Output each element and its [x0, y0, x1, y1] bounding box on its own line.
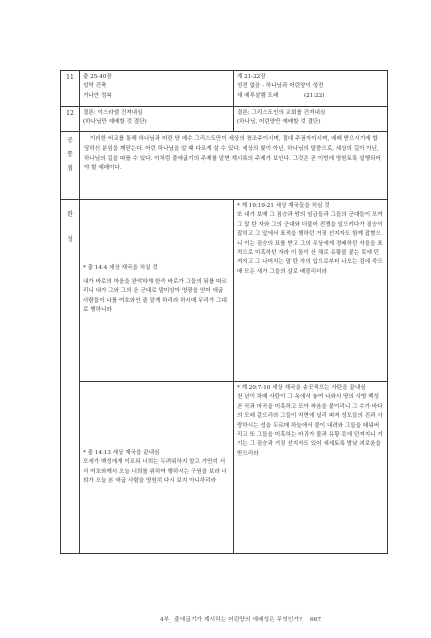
table-row — [61, 132, 388, 200]
cell-line: 거나안 정복 — [83, 92, 112, 99]
row-number: 12 — [61, 107, 80, 132]
cell-line: (하나님만 예배할 것 결단) — [83, 119, 147, 126]
exodus-cell: * 출 14:13 세상 재국을 끝내심 모세가 백성에게 이르되 너희는 두려워하지 말고 가만히 서서 여호와께서 오늘 너희를 위하여 행하시는 구원을 보라 너희가 오늘 본 애굽 사람을 영원히 다시 보지 아니하리라 — [80, 382, 234, 554]
cell-line: 계 21-22장 — [237, 74, 266, 80]
exodus-cell — [80, 71, 234, 107]
cell-line: 성막 건축 — [83, 83, 107, 90]
verse-reference: (21:22) — [303, 92, 325, 99]
table-row — [61, 107, 388, 132]
cell-text: 새 예루살렘 도래 — [237, 92, 279, 99]
cell-line: 출 25-40장 — [83, 74, 112, 80]
row-number: 11 — [61, 71, 80, 107]
exodus-cell: * 출 14:4 세상 재국을 처실 것 내가 바로의 마음을 완악하게 한즉 바로가 그들의 뒤를 따르리니 내가 그와 그의 온 군대로 말미암아 영광을 얻어 애굽 사람들이 나를 여호와인 줄 알게 하리라 하시매 무리가 그대로 행하니라 — [80, 200, 234, 382]
table-row — [61, 382, 388, 554]
cell-line: 결론: 그리스도인의 교회를 건져내심 — [237, 110, 326, 116]
cell-line: (하나님, 어린양만 예배할 것 결단) — [237, 119, 321, 126]
fulfillment-label: 완 성 — [61, 200, 80, 554]
table-row — [61, 71, 388, 107]
common-points-label: 공 통 점 — [61, 132, 80, 200]
page-number: 667 — [309, 617, 322, 623]
revelation-cell: * 계 19:19-21 세상 재국들을 처심 것 또 내가 보매 그 짐승과 땅의 임금들과 그들의 군대들이 모여 그 말 탄 자와 그의 군대와 더불어 전쟁을 일으키다가 짐승이 잡히고 그 앞에서 표적을 행하던 거짓 선지자도 함께 잡혔으니 이는 짐승의 표를 받고 그의 우상에게 경배하던 자들을 표적으로 미혹하던 자라 이 둘이 산 채로 유황불 붙는 못에 던져지고 그 나머지는 말 탄 자의 입으로부터 나오는 검에 죽으매 모든 새가 그들의 살로 배불리더라 — [234, 200, 388, 382]
revelation-cell: * 계 20:7-10 세상 재국을 송곳적으는 사탄을 끝내심 천 년이 차매 사탄이 그 옥에서 놓여 나와서 땅의 사방 백성 곧 곡과 마곡을 미혹하고 모아 싸움을 붙이리니 그 수가 바다의 모래 같으리라 그들이 지면에 널리 퍼져 성도들의 진과 사랑하시는 성을 두르매 하늘에서 불이 내려와 그들을 태워버리고 또 그들을 미혹하는 마귀가 불과 유황 못에 던져지니 거기는 그 짐승과 거짓 선지자도 있어 세세토록 밤낮 괴로움을 받으리라 — [234, 382, 388, 554]
exodus-cell — [80, 107, 234, 132]
table-row — [61, 200, 388, 382]
comparison-table — [60, 70, 388, 554]
revelation-cell — [234, 107, 388, 132]
page-footer — [160, 614, 321, 623]
cell-line: 성전 없음 - 하나님과 어린양이 성전 — [237, 83, 324, 90]
common-points-text: 이러한 비교를 통해 하나님과 어린 양 예수 그리스도만이 세상의 창조주이시며, 절대 주권자이시며, 예배 받으시기에 합당하신 분임을 깨닫는다. 어린 하나님을 알 때 다르게 살 수 있다. 세상의 빛이 아닌, 하나님의 말씀으로, 세상의 길이 아닌, 하나님의 길을 따를 수 있다. 이처럼 출애굽기의 주제를 알면 계시록의 주제가 보인다. 그것은 곧 이방에 영원토록 설행되어야 할 예배이다. — [80, 132, 388, 200]
cell-line — [237, 92, 384, 101]
revelation-cell — [234, 71, 388, 107]
cell-line: 결론: 이스라엘 건져내심 — [83, 110, 143, 116]
footer-title: 4부_ 출애굽기가 계시하는 어린양의 예배성은 무엇인가? — [160, 617, 303, 623]
